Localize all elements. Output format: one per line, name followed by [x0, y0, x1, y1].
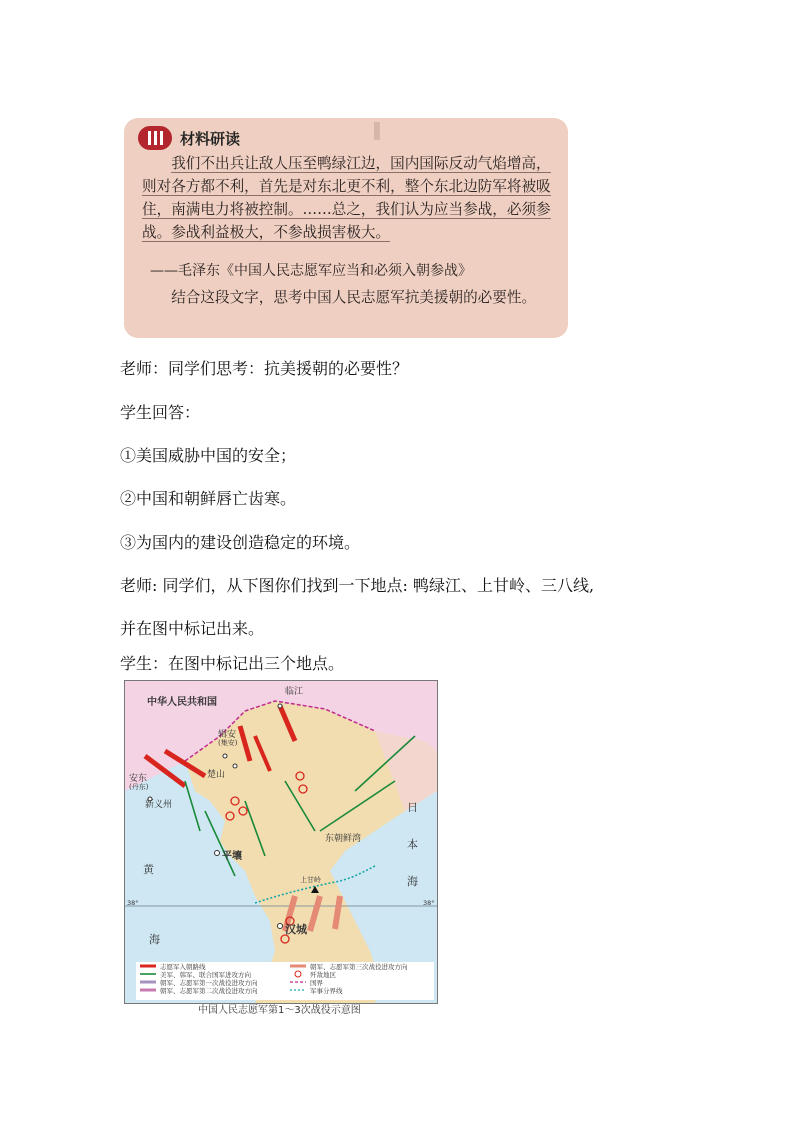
legend-item-4: 朝军、志愿军第二次战役进攻方向 [160, 987, 258, 995]
map-label-shangganling: 上甘岭 [300, 876, 321, 884]
teacher-instruction-cont: 并在图中标记出来。 [120, 619, 265, 638]
map-label-yellow-hai: 海 [149, 933, 160, 946]
map-label-east-bay: 东朝鲜湾 [325, 834, 362, 844]
material-citation: ——毛泽东《中国人民志愿军应当和必须入朝参战》 [150, 263, 472, 279]
map-label-yellow-huang: 黄 [143, 863, 154, 876]
map-legend [136, 962, 434, 1000]
answer-item-3: ③为国内的建设创造稳定的环境。 [120, 533, 361, 552]
korean-war-map [124, 680, 438, 1004]
student-response: 学生：在图中标记出三个地点。 [120, 654, 345, 673]
map-label-xinyizhou: 新义州 [145, 800, 173, 810]
map-label-chushan: 楚山 [207, 770, 226, 780]
map-label-sea-ri: 日 [407, 801, 418, 814]
answer-item-2: ②中国和朝鲜唇亡齿寒。 [120, 489, 297, 508]
teacher-instruction: 老师: 同学们，从下图你们找到一下地点: 鸭绿江、上甘岭、三八线, [120, 576, 595, 595]
material-paragraph-text: 我们不出兵让敌人压至鸭绿江边，国内国际反动气焰增高，则对各方都不利，首先是对东北更不利，整个东北边防军将被吸住，南满电力将被控制。……总之，我们认为应当参战，必须参战。参战利益极大，不参战损害极大。 [142, 155, 551, 241]
legend-item-6: 歼敌地区 [310, 971, 336, 979]
map-label-prc: 中华人民共和国 [147, 697, 217, 708]
map-label-seoul: 汉城 [285, 923, 307, 936]
material-question: 结合这段文字，思考中国人民志愿军抗美援朝的必要性。 [171, 289, 537, 306]
map-label-sea-hai: 海 [407, 875, 418, 888]
teacher-question: 老师：同学们思考：抗美援朝的必要性？ [120, 359, 409, 378]
map-caption: 中国人民志愿军第1～3次战役示意图 [198, 1005, 361, 1016]
map-label-andong: 安东 [129, 774, 148, 784]
legend-item-1: 志愿军入朝路线 [160, 963, 206, 971]
bleed-through-text: ▌ [374, 122, 387, 140]
map-label-andong-alt: (丹东) [129, 783, 149, 791]
map-label-pyongyang: 平壤 [222, 851, 242, 862]
map-label-sea-ben: 本 [407, 838, 418, 851]
map-label-ji-an-alt: (集安) [218, 739, 238, 747]
map-label-lat-left: 38° [127, 899, 139, 907]
map-label-lat-right: 38° [423, 899, 435, 907]
answer-item-1: ①美国威胁中国的安全； [120, 446, 297, 465]
legend-item-7: 国界 [310, 979, 323, 987]
material-heading: 材料研读 [180, 130, 241, 148]
map-drawing [125, 681, 437, 1003]
legend-item-3: 朝军、志愿军第一次战役进攻方向 [160, 979, 258, 987]
roman-three-icon [138, 126, 172, 150]
legend-item-5: 朝军、志愿军第三次战役进攻方向 [310, 963, 408, 971]
legend-item-8: 军事分界线 [310, 987, 343, 995]
material-reading-box [124, 118, 568, 338]
map-label-ji-an: 辑安 [218, 730, 237, 740]
legend-item-2: 美军、韩军、联合国军进攻方向 [160, 971, 251, 979]
student-answer-label: 学生回答： [120, 403, 201, 422]
map-label-linjiang: 临江 [285, 687, 304, 697]
material-paragraph [142, 152, 562, 244]
